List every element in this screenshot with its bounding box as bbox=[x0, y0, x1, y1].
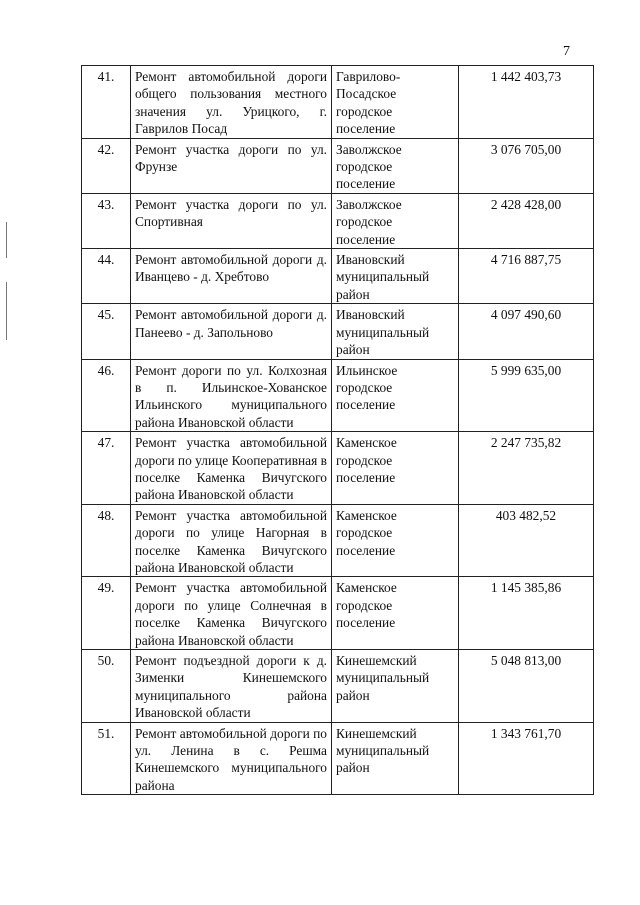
table-row bbox=[82, 722, 594, 795]
table-row bbox=[82, 304, 594, 359]
work-description: Ремонт автомобильной дороги д. Панеево - д. Запольново bbox=[131, 304, 332, 359]
municipality: Гаврилово-Посадское городское поселение bbox=[332, 66, 459, 139]
row-number: 47. bbox=[82, 432, 131, 505]
amount-value: 4 716 887,75 bbox=[459, 249, 594, 304]
table-row bbox=[82, 432, 594, 505]
row-number: 51. bbox=[82, 722, 131, 795]
table-row bbox=[82, 193, 594, 248]
work-description: Ремонт участка автомобильной дороги по улице Кооперативная в поселке Каменка Вичугского района Ивановской области bbox=[131, 432, 332, 505]
table-row bbox=[82, 249, 594, 304]
table-row bbox=[82, 359, 594, 432]
row-number: 45. bbox=[82, 304, 131, 359]
amount-value: 2 428 428,00 bbox=[459, 193, 594, 248]
page-number: 7 bbox=[563, 44, 570, 59]
margin-mark-top bbox=[6, 222, 7, 258]
work-description: Ремонт участка автомобильной дороги по улице Нагорная в поселке Каменка Вичугского района Ивановской области bbox=[131, 504, 332, 577]
work-description: Ремонт автомобильной дороги по ул. Ленина в с. Решма Кинешемского муниципального района bbox=[131, 722, 332, 795]
work-description: Ремонт дороги по ул. Колхозная в п. Ильинское-Хованское Ильинского муниципального района Ивановской области bbox=[131, 359, 332, 432]
municipality: Кинешемский муниципальный район bbox=[332, 722, 459, 795]
municipality: Ивановский муниципальный район bbox=[332, 304, 459, 359]
work-description: Ремонт подъездной дороги к д. Зименки Кинешемского муниципального района Ивановской области bbox=[131, 650, 332, 723]
work-description: Ремонт участка дороги по ул. Фрунзе bbox=[131, 138, 332, 193]
amount-value: 1 145 385,86 bbox=[459, 577, 594, 650]
amount-value: 1 343 761,70 bbox=[459, 722, 594, 795]
row-number: 42. bbox=[82, 138, 131, 193]
amount-value: 5 048 813,00 bbox=[459, 650, 594, 723]
row-number: 49. bbox=[82, 577, 131, 650]
row-number: 46. bbox=[82, 359, 131, 432]
table-row bbox=[82, 138, 594, 193]
row-number: 43. bbox=[82, 193, 131, 248]
municipality: Ивановский муниципальный район bbox=[332, 249, 459, 304]
work-description: Ремонт автомобильной дороги общего пользования местного значения ул. Урицкого, г. Гаврилов Посад bbox=[131, 66, 332, 139]
row-number: 44. bbox=[82, 249, 131, 304]
row-number: 48. bbox=[82, 504, 131, 577]
municipality: Заволжское городское поселение bbox=[332, 138, 459, 193]
amount-value: 2 247 735,82 bbox=[459, 432, 594, 505]
amount-value: 403 482,52 bbox=[459, 504, 594, 577]
municipality: Кинешемский муниципальный район bbox=[332, 650, 459, 723]
amount-value: 3 076 705,00 bbox=[459, 138, 594, 193]
table-body bbox=[82, 66, 594, 795]
amount-value: 4 097 490,60 bbox=[459, 304, 594, 359]
municipality: Каменское городское поселение bbox=[332, 504, 459, 577]
work-description: Ремонт участка автомобильной дороги по улице Солнечная в поселке Каменка Вичугского района Ивановской области bbox=[131, 577, 332, 650]
municipality: Каменское городское поселение bbox=[332, 577, 459, 650]
road-repair-table bbox=[81, 65, 594, 795]
amount-value: 1 442 403,73 bbox=[459, 66, 594, 139]
row-number: 41. bbox=[82, 66, 131, 139]
municipality: Заволжское городское поселение bbox=[332, 193, 459, 248]
table-row bbox=[82, 66, 594, 139]
municipality: Ильинское городское поселение bbox=[332, 359, 459, 432]
work-description: Ремонт участка дороги по ул. Спортивная bbox=[131, 193, 332, 248]
municipality: Каменское городское поселение bbox=[332, 432, 459, 505]
table-row bbox=[82, 504, 594, 577]
margin-mark-bottom bbox=[6, 282, 7, 340]
table-row bbox=[82, 577, 594, 650]
row-number: 50. bbox=[82, 650, 131, 723]
work-description: Ремонт автомобильной дороги д. Иванцево - д. Хребтово bbox=[131, 249, 332, 304]
amount-value: 5 999 635,00 bbox=[459, 359, 594, 432]
table-row bbox=[82, 650, 594, 723]
